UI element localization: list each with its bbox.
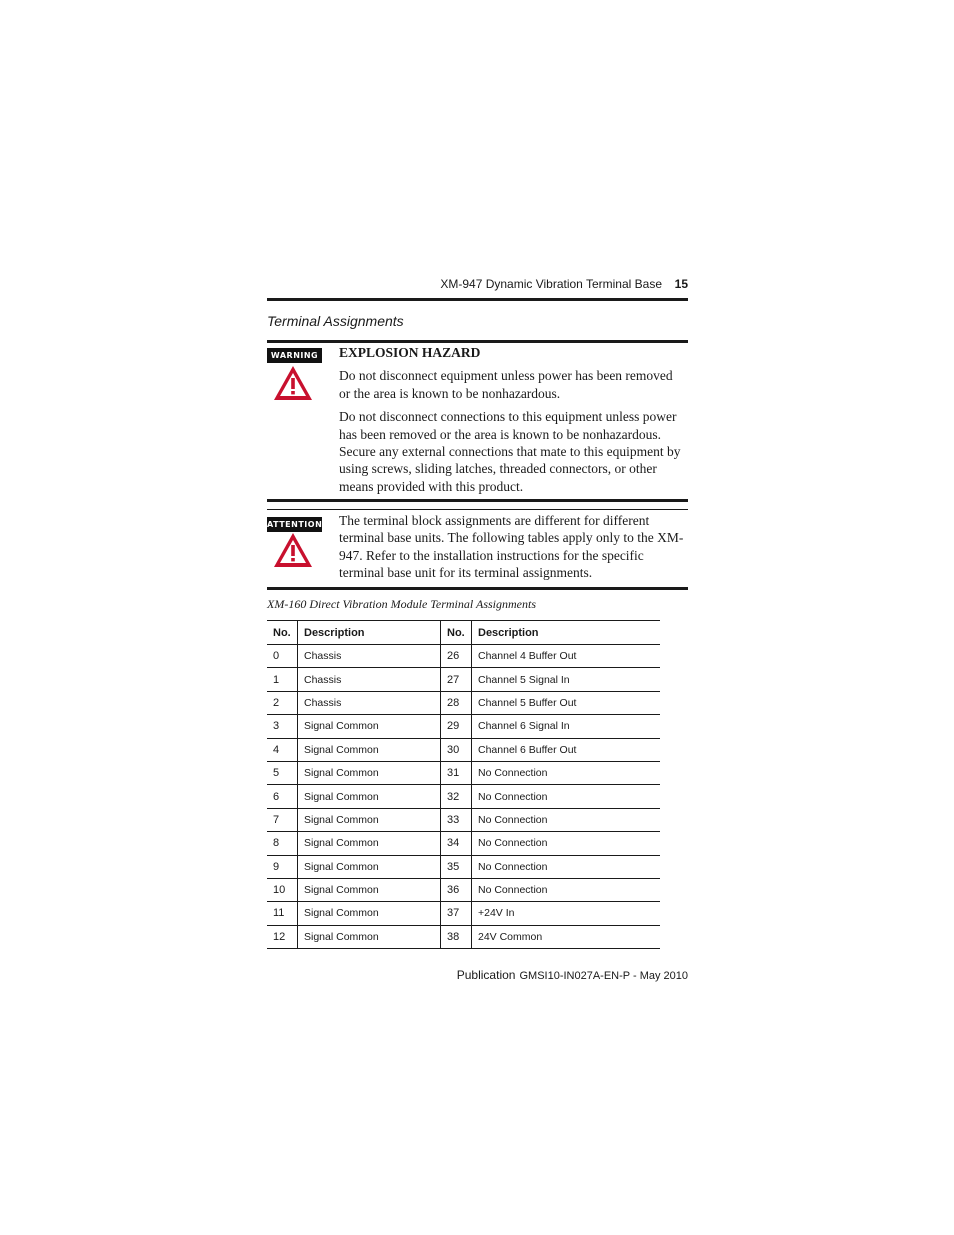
table-header-row xyxy=(267,621,660,645)
terminal-description-cell: No Connection xyxy=(472,761,661,784)
table-row xyxy=(267,715,660,738)
table-row xyxy=(267,668,660,691)
table-row xyxy=(267,738,660,761)
terminal-description-cell: Channel 6 Buffer Out xyxy=(472,738,661,761)
terminal-number-cell: 4 xyxy=(267,738,298,761)
terminal-number-cell: 34 xyxy=(441,832,472,855)
terminal-number-cell: 12 xyxy=(267,925,298,948)
terminal-number-cell: 26 xyxy=(441,645,472,668)
attention-badge: ATTENTION xyxy=(267,517,322,532)
terminal-description-cell: No Connection xyxy=(472,808,661,831)
footer xyxy=(457,968,688,982)
terminal-description-cell: Chassis xyxy=(298,668,441,691)
terminal-number-cell: 31 xyxy=(441,761,472,784)
column-header: No. xyxy=(441,621,472,645)
warning-paragraph: Do not disconnect equipment unless power has been removed or the area is known to be nonhazardous. xyxy=(339,368,673,401)
terminal-description-cell: No Connection xyxy=(472,785,661,808)
terminal-description-cell: Signal Common xyxy=(298,902,441,925)
section-title: Terminal Assignments xyxy=(267,313,404,329)
terminal-number-cell: 35 xyxy=(441,855,472,878)
table-row xyxy=(267,878,660,901)
terminal-description-cell: Channel 5 Signal In xyxy=(472,668,661,691)
warning-paragraph: Do not disconnect connections to this equipment unless power has been removed or the area is known to be nonhazardous. Secure any external connections that mate to this equipment by using screws, sliding latches, threaded connectors, or other means provided with this product. xyxy=(339,409,681,494)
terminal-description-cell: No Connection xyxy=(472,855,661,878)
terminal-number-cell: 29 xyxy=(441,715,472,738)
footer-label: Publication xyxy=(456,968,516,982)
terminal-number-cell: 0 xyxy=(267,645,298,668)
warning-top-rule xyxy=(267,340,688,343)
warning-badge: WARNING xyxy=(267,348,322,363)
attention-triangle-icon xyxy=(272,531,314,569)
terminal-number-cell: 3 xyxy=(267,715,298,738)
table-caption: XM-160 Direct Vibration Module Terminal Assignments xyxy=(267,597,536,611)
publication-id: GMSI10-IN027A-EN-P - May 2010 xyxy=(519,970,688,982)
table-row xyxy=(267,808,660,831)
terminal-description-cell: +24V In xyxy=(472,902,661,925)
attention-top-rule xyxy=(267,509,688,510)
terminal-description-cell: Signal Common xyxy=(298,761,441,784)
terminal-number-cell: 30 xyxy=(441,738,472,761)
terminal-assignments-table xyxy=(267,620,660,949)
terminal-description-cell: Signal Common xyxy=(298,785,441,808)
terminal-number-cell: 1 xyxy=(267,668,298,691)
terminal-description-cell: 24V Common xyxy=(472,925,661,948)
warning-body xyxy=(339,344,687,501)
terminal-description-cell: Chassis xyxy=(298,645,441,668)
terminal-number-cell: 27 xyxy=(441,668,472,691)
table-row xyxy=(267,645,660,668)
terminal-number-cell: 7 xyxy=(267,808,298,831)
terminal-number-cell: 38 xyxy=(441,925,472,948)
terminal-number-cell: 2 xyxy=(267,691,298,714)
table-row xyxy=(267,855,660,878)
terminal-description-cell: Signal Common xyxy=(298,925,441,948)
terminal-number-cell: 9 xyxy=(267,855,298,878)
column-header: Description xyxy=(472,621,661,645)
terminal-description-cell: Signal Common xyxy=(298,878,441,901)
warning-heading: EXPLOSION HAZARD xyxy=(339,345,481,360)
terminal-description-cell: Signal Common xyxy=(298,855,441,878)
terminal-description-cell: Signal Common xyxy=(298,715,441,738)
warning-bottom-rule xyxy=(267,499,688,502)
header-rule xyxy=(267,298,688,301)
terminal-description-cell: Chassis xyxy=(298,691,441,714)
table-row xyxy=(267,691,660,714)
table-row xyxy=(267,925,660,948)
table-row xyxy=(267,832,660,855)
terminal-number-cell: 28 xyxy=(441,691,472,714)
terminal-number-cell: 32 xyxy=(441,785,472,808)
terminal-description-cell: Channel 5 Buffer Out xyxy=(472,691,661,714)
table-row xyxy=(267,785,660,808)
terminal-number-cell: 36 xyxy=(441,878,472,901)
table-row xyxy=(267,902,660,925)
attention-bottom-rule xyxy=(267,587,688,590)
terminal-number-cell: 37 xyxy=(441,902,472,925)
terminal-description-cell: Signal Common xyxy=(298,738,441,761)
terminal-description-cell: Channel 4 Buffer Out xyxy=(472,645,661,668)
terminal-number-cell: 33 xyxy=(441,808,472,831)
terminal-description-cell: No Connection xyxy=(472,878,661,901)
terminal-number-cell: 6 xyxy=(267,785,298,808)
terminal-number-cell: 8 xyxy=(267,832,298,855)
terminal-number-cell: 10 xyxy=(267,878,298,901)
terminal-number-cell: 11 xyxy=(267,902,298,925)
warning-triangle-icon xyxy=(272,364,314,402)
terminal-description-cell: Signal Common xyxy=(298,808,441,831)
terminal-description-cell: Channel 6 Signal In xyxy=(472,715,661,738)
header-title: XM-947 Dynamic Vibration Terminal Base xyxy=(440,277,662,291)
running-header xyxy=(267,276,688,294)
terminal-description-cell: Signal Common xyxy=(298,832,441,855)
terminal-description-cell: No Connection xyxy=(472,832,661,855)
column-header: Description xyxy=(298,621,441,645)
page-number: 15 xyxy=(674,277,688,291)
terminal-number-cell: 5 xyxy=(267,761,298,784)
column-header: No. xyxy=(267,621,298,645)
attention-body xyxy=(339,512,687,588)
attention-text: The terminal block assignments are different for different terminal base units. The following tables apply only to the XM-947. Refer to the installation instructions for the specific terminal base unit for its terminal assignments. xyxy=(339,513,684,581)
table-row xyxy=(267,761,660,784)
